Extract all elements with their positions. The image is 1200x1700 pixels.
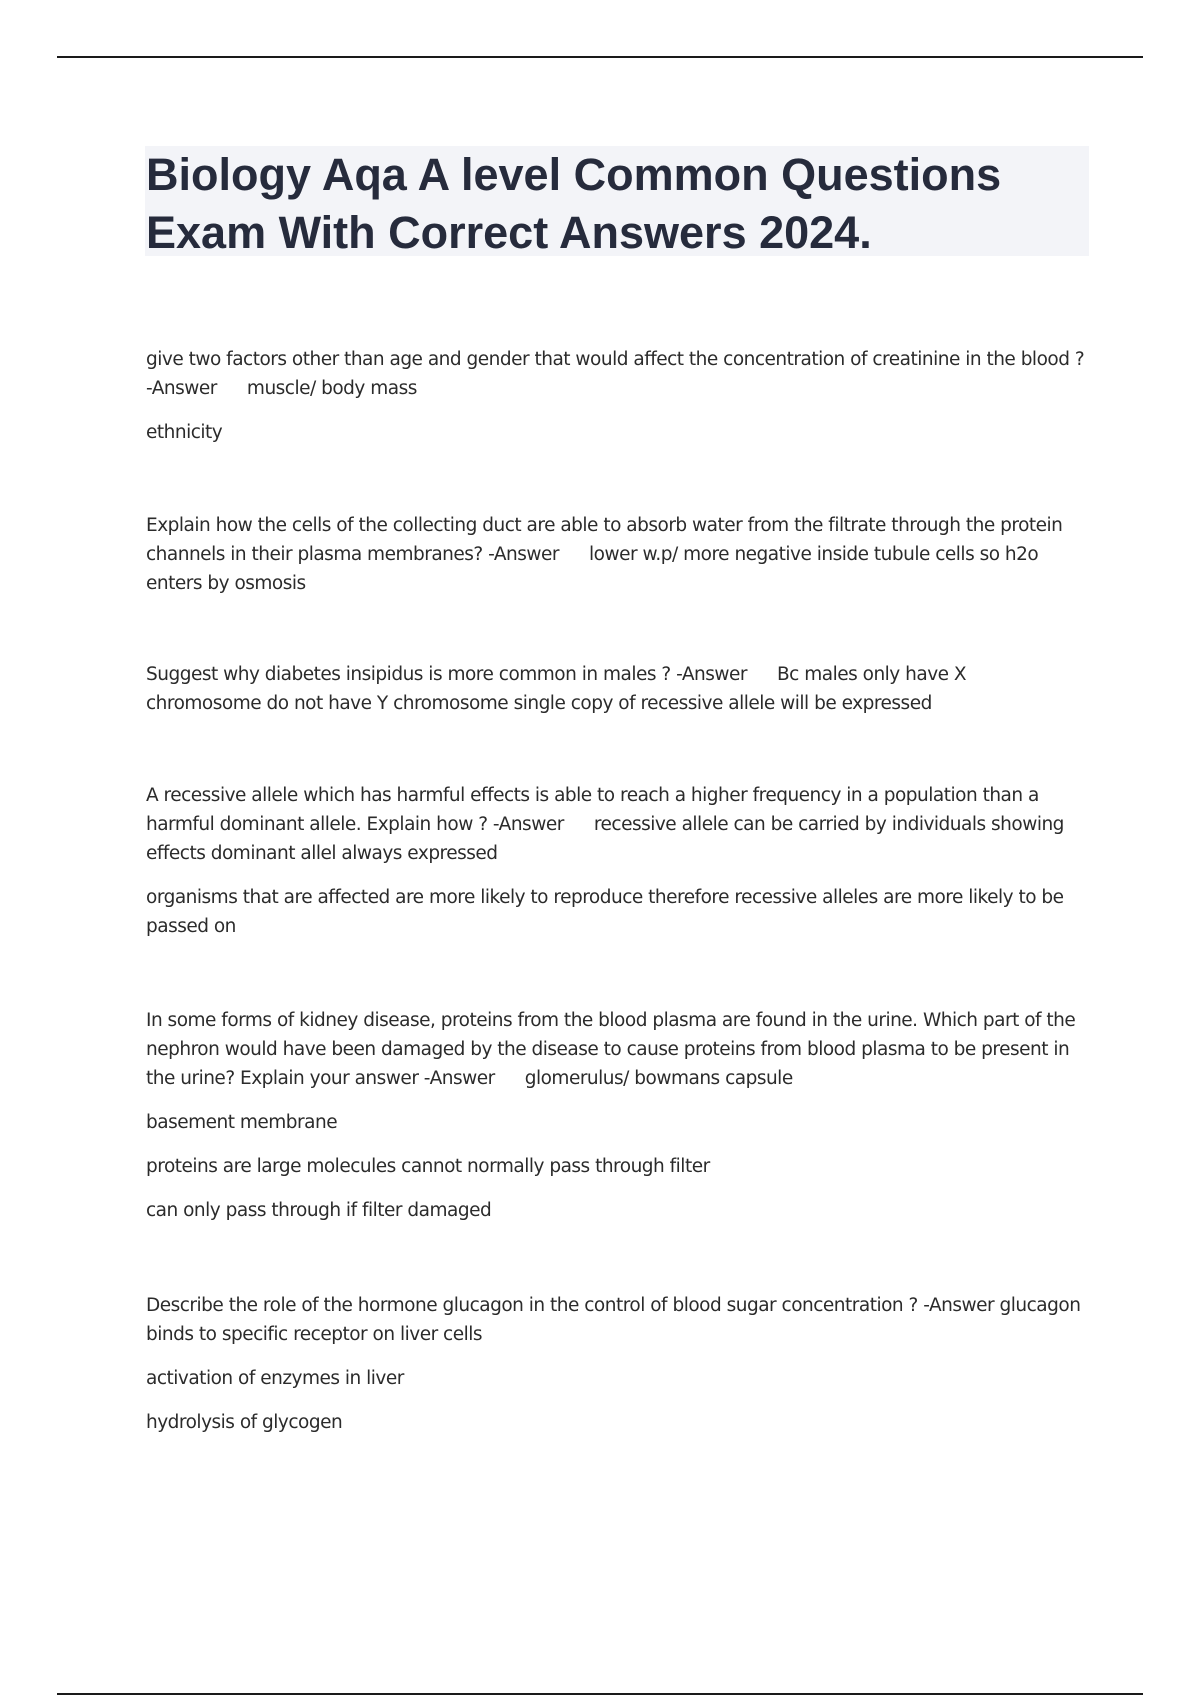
qa-question-5: In some forms of kidney disease, proteins from the blood plasma are found in the urine. Which part of the nephron would have been damaged by the disease to cause proteins from blood plasma to be present in the urine? Explain your answer -Answer glomerulus/ bowmans capsule bbox=[146, 1010, 1076, 1089]
qa-answer-4-line-1: recessive allele can be carried by individuals showing effects dominant allel always expressed bbox=[146, 814, 1064, 864]
qa-answer-1-line-1: muscle/ body mass bbox=[246, 378, 417, 399]
qa-answer-4-line-2: organisms that are affected are more likely to reproduce therefore recessive alleles are more likely to be passed on bbox=[146, 887, 1064, 937]
top-rule bbox=[57, 56, 1143, 58]
qa-question-1: give two factors other than age and gender that would affect the concentration of creatinine in the blood ? -Answer muscle/ body mass bbox=[146, 349, 1085, 399]
qa-answer-5-line-2: basement membrane bbox=[146, 1112, 338, 1133]
qa-answer-5-line-1: glomerulus/ bowmans capsule bbox=[524, 1068, 793, 1089]
qa-item-1 bbox=[146, 345, 1086, 462]
bottom-rule bbox=[57, 1693, 1143, 1695]
qa-answer-2-line-1: lower w.p/ more negative inside tubule cells so h2o enters by osmosis bbox=[146, 544, 1039, 594]
qa-item-3 bbox=[146, 660, 1086, 733]
qa-answer-5-line-4: can only pass through if filter damaged bbox=[146, 1200, 492, 1221]
qa-question-3: Suggest why diabetes insipidus is more common in males ? -Answer Bc males only have X chromosome do not have Y chromosome single copy of recessive allele will be expressed bbox=[146, 664, 967, 714]
qa-answer-6-line-2: activation of enzymes in liver bbox=[146, 1368, 404, 1389]
qa-answer-6-line-1: glucagon binds to specific receptor on liver cells bbox=[146, 1295, 1081, 1345]
qa-question-2: Explain how the cells of the collecting duct are able to absorb water from the filtrate through the protein channels in their plasma membranes? -Answer lower w.p/ more negative inside tubule cells so h2o enters by osmosis bbox=[146, 515, 1063, 594]
title-box bbox=[145, 146, 1089, 256]
qa-item-5 bbox=[146, 1006, 1086, 1240]
qa-question-4: A recessive allele which has harmful effects is able to reach a higher frequency in a population than a harmful dominant allele. Explain how ? -Answer recessive allele can be carried by individuals showing effects dominant allel always expressed bbox=[146, 785, 1064, 864]
qa-item-4 bbox=[146, 781, 1086, 956]
qa-answer-1-line-2: ethnicity bbox=[146, 422, 223, 443]
document-title: Biology Aqa A level Common Questions Exam With Correct Answers 2024. bbox=[146, 149, 1002, 258]
qa-answer-3-line-1: Bc males only have X chromosome do not have Y chromosome single copy of recessive allele will be expressed bbox=[146, 664, 967, 714]
qa-answer-6-line-3: hydrolysis of glycogen bbox=[146, 1412, 343, 1433]
qa-question-6: Describe the role of the hormone glucagon in the control of blood sugar concentration ? -Answer glucagon binds to specific receptor on liver cells bbox=[146, 1295, 1081, 1345]
qa-item-6 bbox=[146, 1291, 1086, 1452]
qa-answer-5-line-3: proteins are large molecules cannot normally pass through filter bbox=[146, 1156, 710, 1177]
qa-item-2 bbox=[146, 511, 1086, 613]
